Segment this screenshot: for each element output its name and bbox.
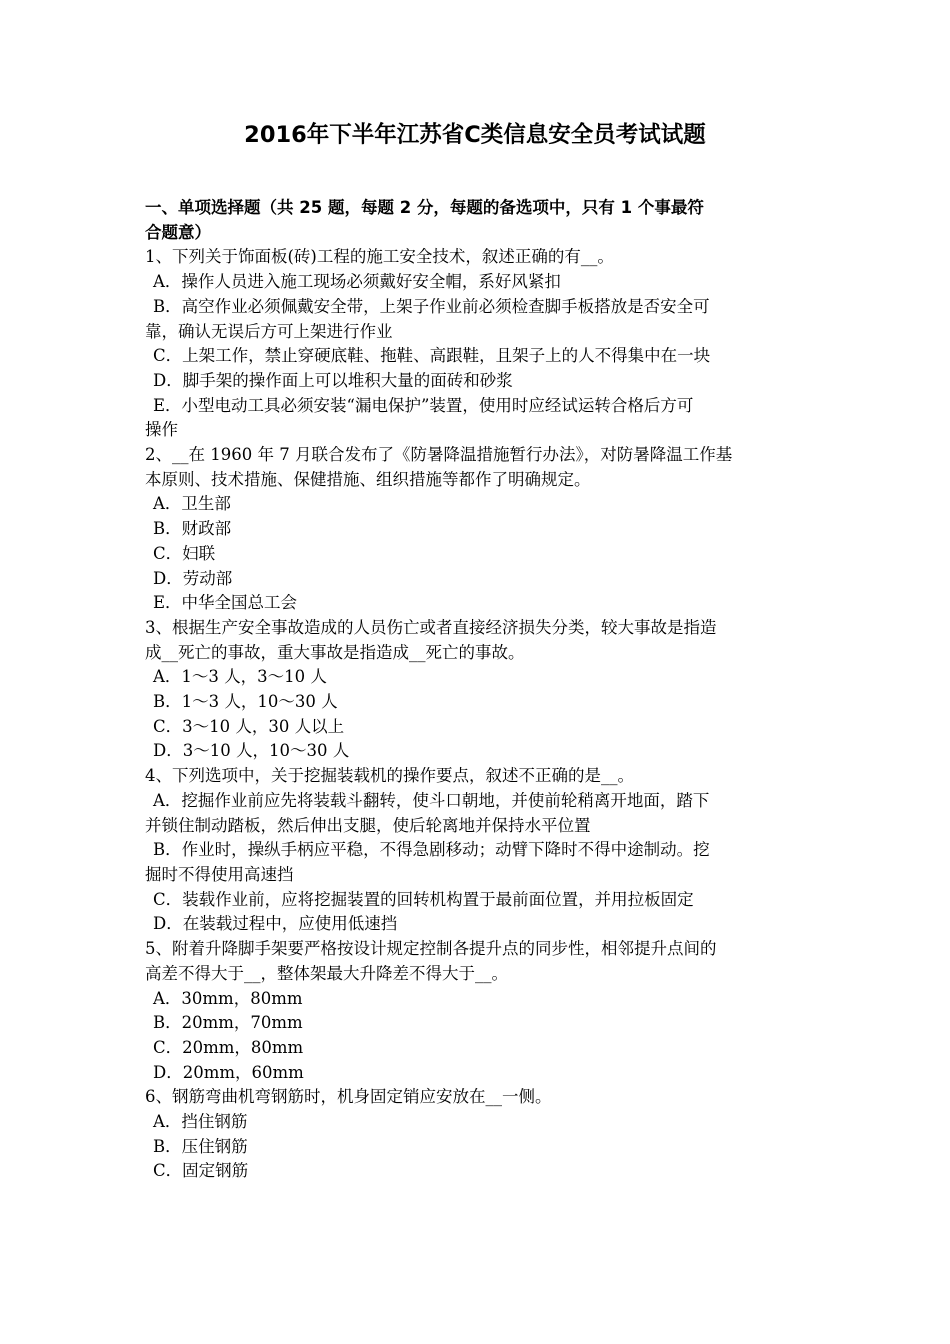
option-line: C．固定钢筋 bbox=[153, 1161, 249, 1181]
option-c bbox=[145, 1159, 810, 1184]
option-e bbox=[145, 394, 810, 443]
question-stem-line: 6、钢筋弯曲机弯钢筋时，机身固定销应安放在__一侧。 bbox=[145, 1087, 552, 1107]
option-c bbox=[145, 1036, 810, 1061]
option-line: B．1～3 人，10～30 人 bbox=[153, 692, 338, 712]
option-line: A．卫生部 bbox=[153, 494, 231, 514]
option-line: B．压住钢筋 bbox=[153, 1136, 248, 1156]
option-line: E．中华全国总工会 bbox=[153, 593, 298, 613]
option-line: C．20mm，80mm bbox=[153, 1037, 304, 1057]
question-item bbox=[145, 937, 810, 1085]
option-line: B．作业时，操纵手柄应平稳，不得急剧移动；动臂下降时不得中途制动。挖 bbox=[153, 840, 710, 860]
option-line: E．小型电动工具必须安装“漏电保护”装置，使用时应经试运转合格后方可 bbox=[153, 395, 694, 415]
option-b bbox=[145, 295, 810, 344]
question-stem-line: 1、下列关于饰面板(砖)工程的施工安全技术，叙述正确的有__。 bbox=[145, 247, 614, 267]
option-line: A．挖掘作业前应先将装载斗翻转，使斗口朝地，并使前轮稍离开地面，踏下 bbox=[153, 790, 710, 810]
option-c bbox=[145, 715, 810, 740]
section-heading bbox=[145, 196, 810, 245]
option-a bbox=[145, 270, 810, 295]
option-b bbox=[145, 1011, 810, 1036]
option-a bbox=[145, 789, 810, 838]
question-item bbox=[145, 1085, 810, 1184]
option-line: C．装载作业前，应将挖掘装置的回转机构置于最前面位置，并用拉板固定 bbox=[153, 889, 694, 909]
option-c bbox=[145, 344, 810, 369]
option-c bbox=[145, 888, 810, 913]
option-b bbox=[145, 1135, 810, 1160]
question-stem-line: 本原则、技术措施、保健措施、组织措施等都作了明确规定。 bbox=[145, 469, 591, 489]
option-b bbox=[145, 690, 810, 715]
question-item bbox=[145, 245, 810, 443]
question-stem-line: 成__死亡的事故，重大事故是指造成__死亡的事故。 bbox=[145, 642, 525, 662]
option-line: C．妇联 bbox=[153, 543, 216, 563]
question-stem-line: 3、根据生产安全事故造成的人员伤亡或者直接经济损失分类，较大事故是指造 bbox=[145, 617, 717, 637]
option-line: A．1～3 人，3～10 人 bbox=[153, 667, 327, 687]
option-line: D．在装载过程中，应使用低速挡 bbox=[153, 914, 398, 934]
question-item bbox=[145, 764, 810, 937]
option-line: D．脚手架的操作面上可以堆积大量的面砖和砂浆 bbox=[153, 370, 513, 390]
option-line: B．财政部 bbox=[153, 519, 232, 539]
option-d bbox=[145, 912, 810, 937]
question-item bbox=[145, 443, 810, 616]
option-line: A．30mm，80mm bbox=[153, 988, 303, 1008]
section-heading-line: 一、单项选择题（共 25 题，每题 2 分，每题的备选项中，只有 1 个事最符 bbox=[145, 198, 704, 217]
question-stem-line: 2、__在 1960 年 7 月联合发布了《防暑降温措施暂行办法》，对防暑降温工作基 bbox=[145, 445, 733, 465]
option-line: D．20mm，60mm bbox=[153, 1062, 304, 1082]
option-line: C．上架工作，禁止穿硬底鞋、拖鞋、高跟鞋，且架子上的人不得集中在一块 bbox=[153, 346, 711, 366]
document-title: 2016年下半年江苏省C类信息安全员考试试题 bbox=[244, 122, 706, 148]
option-a bbox=[145, 1110, 810, 1135]
option-line: A．操作人员进入施工现场必须戴好安全帽，系好风紧扣 bbox=[153, 272, 561, 292]
option-b bbox=[145, 517, 810, 542]
option-line: D．劳动部 bbox=[153, 568, 233, 588]
option-b bbox=[145, 838, 810, 887]
question-stem-line: 高差不得大于__，整体架最大升降差不得大于__。 bbox=[145, 963, 508, 983]
option-a bbox=[145, 492, 810, 517]
document-body bbox=[145, 196, 810, 1184]
option-a bbox=[145, 987, 810, 1012]
option-c bbox=[145, 542, 810, 567]
option-line: 并锁住制动踏板，然后伸出支腿，使后轮离地并保持水平位置 bbox=[145, 815, 591, 835]
option-line: B．20mm，70mm bbox=[153, 1013, 303, 1033]
option-d bbox=[145, 369, 810, 394]
option-line: C．3～10 人，30 人以上 bbox=[153, 716, 345, 736]
section-heading-line: 合题意） bbox=[145, 222, 211, 242]
option-d bbox=[145, 567, 810, 592]
question-item bbox=[145, 616, 810, 764]
option-a bbox=[145, 665, 810, 690]
question-list bbox=[145, 245, 810, 1184]
option-d bbox=[145, 739, 810, 764]
option-d bbox=[145, 1061, 810, 1086]
option-line: B．高空作业必须佩戴安全带，上架子作业前必须检查脚手板搭放是否安全可 bbox=[153, 296, 710, 316]
option-line: D．3～10 人，10～30 人 bbox=[153, 741, 350, 761]
question-stem-line: 5、附着升降脚手架要严格按设计规定控制各提升点的同步性，相邻提升点间的 bbox=[145, 939, 717, 959]
option-line: 靠，确认无误后方可上架进行作业 bbox=[145, 321, 393, 341]
question-stem-line: 4、下列选项中，关于挖掘装载机的操作要点，叙述不正确的是__。 bbox=[145, 766, 634, 786]
option-line: A．挡住钢筋 bbox=[153, 1112, 248, 1132]
option-line: 掘时不得使用高速挡 bbox=[145, 864, 294, 884]
option-line: 操作 bbox=[145, 420, 178, 440]
option-e bbox=[145, 591, 810, 616]
